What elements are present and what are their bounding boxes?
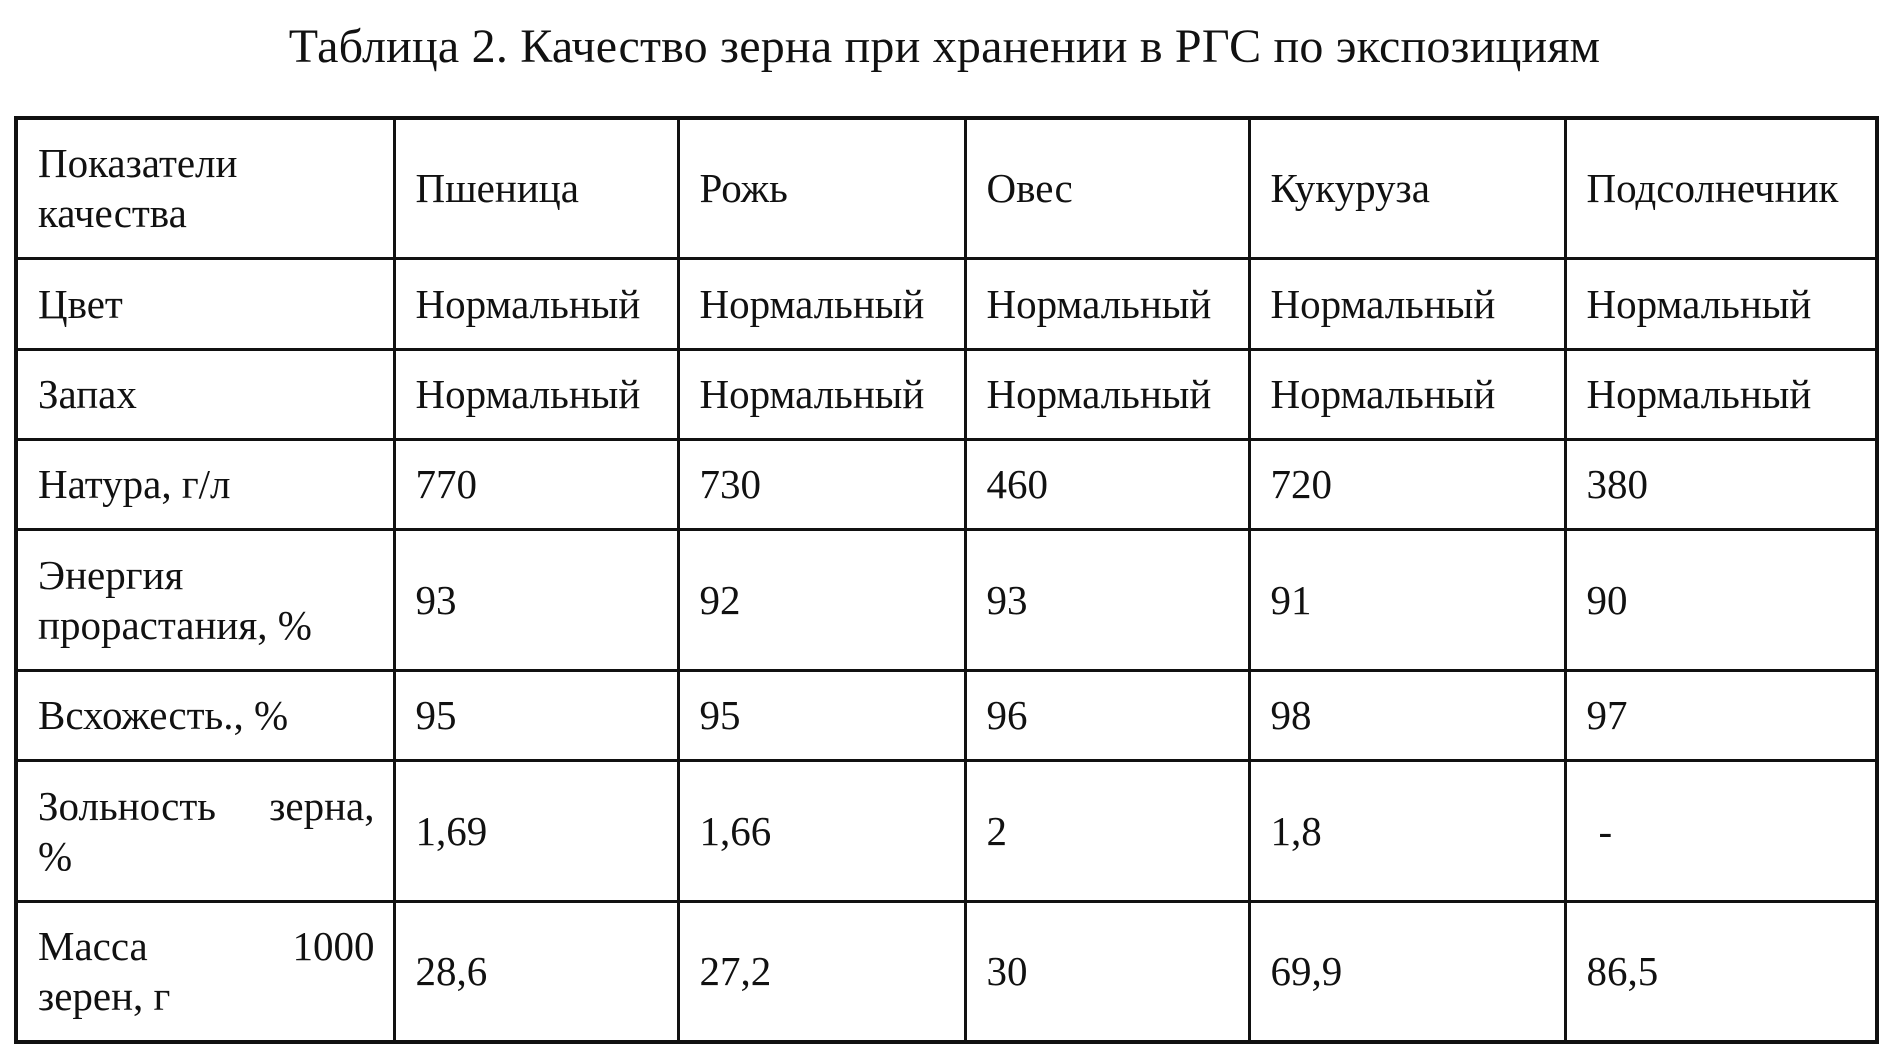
- table-cell: 90: [1565, 529, 1877, 670]
- table-cell: 27,2: [678, 901, 965, 1042]
- row-label-test-weight: Натура, г/л: [16, 439, 394, 529]
- table-cell: [1565, 760, 1877, 901]
- header-cell-oats: Овес: [965, 118, 1249, 258]
- table-cell: 98: [1249, 670, 1565, 760]
- row-label-smell: Запах: [16, 349, 394, 439]
- table-cell: 92: [678, 529, 965, 670]
- header-cell-rye: Рожь: [678, 118, 965, 258]
- table-row-germination-energy: [16, 529, 1877, 670]
- table-cell: 2: [965, 760, 1249, 901]
- table-cell: Нормальный: [394, 258, 678, 349]
- table-cell: 91: [1249, 529, 1565, 670]
- header-cell-wheat: Пшеница: [394, 118, 678, 258]
- table-cell: 93: [394, 529, 678, 670]
- table-cell: 28,6: [394, 901, 678, 1042]
- table-cell: Нормальный: [1249, 258, 1565, 349]
- row-label-line1: [38, 921, 375, 971]
- table-row-test-weight: [16, 439, 1877, 529]
- table-cell: Нормальный: [678, 349, 965, 439]
- table-cell: 69,9: [1249, 901, 1565, 1042]
- header-row: [16, 118, 1877, 258]
- header-cell-indicators: [16, 118, 394, 258]
- header-cell-sunflower: Подсолнечник: [1565, 118, 1877, 258]
- table-cell: Нормальный: [1249, 349, 1565, 439]
- header-cell-corn: Кукуруза: [1249, 118, 1565, 258]
- table-cell: 93: [965, 529, 1249, 670]
- table-row-color: [16, 258, 1877, 349]
- table-cell: 1,66: [678, 760, 965, 901]
- table-cell: 770: [394, 439, 678, 529]
- table-cell: 97: [1565, 670, 1877, 760]
- row-label-line2: %: [38, 832, 73, 879]
- table-row-germination: [16, 670, 1877, 760]
- table-row-smell: [16, 349, 1877, 439]
- row-label-word: зерна,: [269, 782, 375, 829]
- table-cell: 1,69: [394, 760, 678, 901]
- row-label-line2: прорастания, %: [38, 601, 312, 648]
- table-cell: Нормальный: [965, 349, 1249, 439]
- table-cell: 30: [965, 901, 1249, 1042]
- header-indicators-line2: качества: [38, 190, 187, 237]
- row-label-germination-energy: [16, 529, 394, 670]
- grain-quality-table: [14, 116, 1879, 1044]
- row-label-thousand-kernel-weight: [16, 901, 394, 1042]
- table-cell: 460: [965, 439, 1249, 529]
- table-caption: Таблица 2. Качество зерна при хранении в РГС по экспозициям: [288, 20, 1601, 73]
- table-cell: Нормальный: [1565, 258, 1877, 349]
- row-label-line2: зерен, г: [38, 973, 171, 1020]
- table-cell: 86,5: [1565, 901, 1877, 1042]
- row-label-word: Масса: [38, 923, 148, 970]
- table-cell: 720: [1249, 439, 1565, 529]
- row-label-word: 1000: [292, 923, 375, 970]
- row-label-germination: Всхожесть., %: [16, 670, 394, 760]
- row-label-word: Зольность: [38, 782, 216, 829]
- table-cell: 95: [394, 670, 678, 760]
- row-label-line1: Энергия: [38, 551, 184, 598]
- empty-value-dash: -: [1598, 807, 1613, 854]
- row-label-ash-content: [16, 760, 394, 901]
- row-label-color: Цвет: [16, 258, 394, 349]
- row-label-line1: [38, 781, 375, 831]
- table-cell: Нормальный: [394, 349, 678, 439]
- table-row-ash-content: [16, 760, 1877, 901]
- table-cell: Нормальный: [678, 258, 965, 349]
- table-cell: 96: [965, 670, 1249, 760]
- table-cell: 95: [678, 670, 965, 760]
- table-cell: 1,8: [1249, 760, 1565, 901]
- table-cell: Нормальный: [1565, 349, 1877, 439]
- table-cell: 730: [678, 439, 965, 529]
- header-indicators-line1: Показатели: [38, 140, 238, 187]
- table-row-thousand-kernel-weight: [16, 901, 1877, 1042]
- table-cell: Нормальный: [965, 258, 1249, 349]
- table-cell: 380: [1565, 439, 1877, 529]
